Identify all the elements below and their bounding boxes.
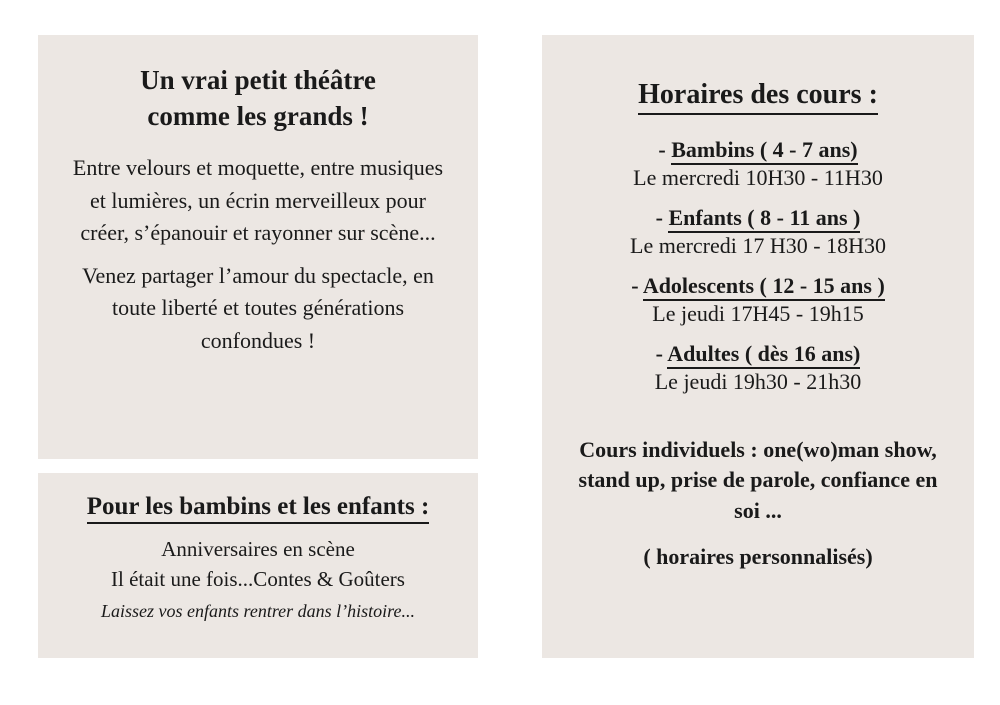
bambins-panel <box>38 473 478 658</box>
horaires-title <box>564 79 952 111</box>
schedule-level-bambins <box>564 137 952 163</box>
bambins-item-3: Laissez vos enfants rentrer dans l’histoire... <box>101 600 415 621</box>
bambins-item-1: Anniversaires en scène <box>161 537 355 561</box>
schedule-level-label-adolescents: Adolescents ( 12 - 15 ans ) <box>643 273 885 301</box>
individual-courses-line-2: stand up, prise de parole, confiance en <box>578 467 938 493</box>
schedule-group-adolescents <box>564 273 952 327</box>
individual-courses-line-4: ( horaires personnalisés) <box>643 544 873 570</box>
schedule-level-enfants <box>564 205 952 231</box>
schedule-time-enfants: Le mercredi 17 H30 - 18H30 <box>630 233 886 258</box>
schedule-dash-enfants: - <box>655 205 669 230</box>
schedule-dash-bambins: - <box>658 137 672 162</box>
schedule-dash-adolescents: - <box>631 273 643 298</box>
theatre-title <box>72 63 444 134</box>
theatre-paragraph-2: Venez partager l’amour du spectacle, en toute liberté et toutes générations confondues ! <box>82 262 434 353</box>
schedule-level-adolescents <box>564 273 952 299</box>
schedule-level-label-enfants: Enfants ( 8 - 11 ans ) <box>668 205 860 233</box>
individual-courses-line-1: Cours individuels : one(wo)man show, <box>579 437 937 462</box>
theatre-paragraph-1: Entre velours et moquette, entre musiques et lumières, un écrin merveilleux pour créer, s’épanouir et rayonner sur scène... <box>72 155 444 246</box>
horaires-panel <box>542 35 974 658</box>
schedule-time-adultes: Le jeudi 19h30 - 21h30 <box>654 369 862 394</box>
bambins-heading <box>64 493 452 521</box>
theatre-body <box>72 152 444 357</box>
schedule-group-adultes <box>564 341 952 395</box>
horaires-title-text: Horaires des cours : <box>638 79 878 115</box>
bambins-list <box>64 535 452 624</box>
schedule-time-adolescents: Le jeudi 17H45 - 19h15 <box>652 301 864 326</box>
theatre-title-line-2: comme les grands ! <box>147 100 369 131</box>
bambins-heading-text: Pour les bambins et les enfants : <box>87 493 430 524</box>
schedule-level-adultes <box>564 341 952 367</box>
bambins-item-2: Il était une fois...Contes & Goûters <box>111 566 405 591</box>
schedule-group-enfants <box>564 205 952 259</box>
schedule-dash-adultes: - <box>655 341 668 366</box>
individual-courses-note <box>564 435 952 572</box>
schedule-level-label-adultes: Adultes ( dès 16 ans) <box>667 341 860 369</box>
individual-courses-line-3: soi ... <box>734 497 782 523</box>
schedule-group-bambins <box>564 137 952 191</box>
theatre-panel <box>38 35 478 459</box>
theatre-title-line-1: Un vrai petit théâtre <box>140 65 376 95</box>
schedule-time-bambins: Le mercredi 10H30 - 11H30 <box>633 165 883 190</box>
schedule-level-label-bambins: Bambins ( 4 - 7 ans) <box>671 137 857 165</box>
